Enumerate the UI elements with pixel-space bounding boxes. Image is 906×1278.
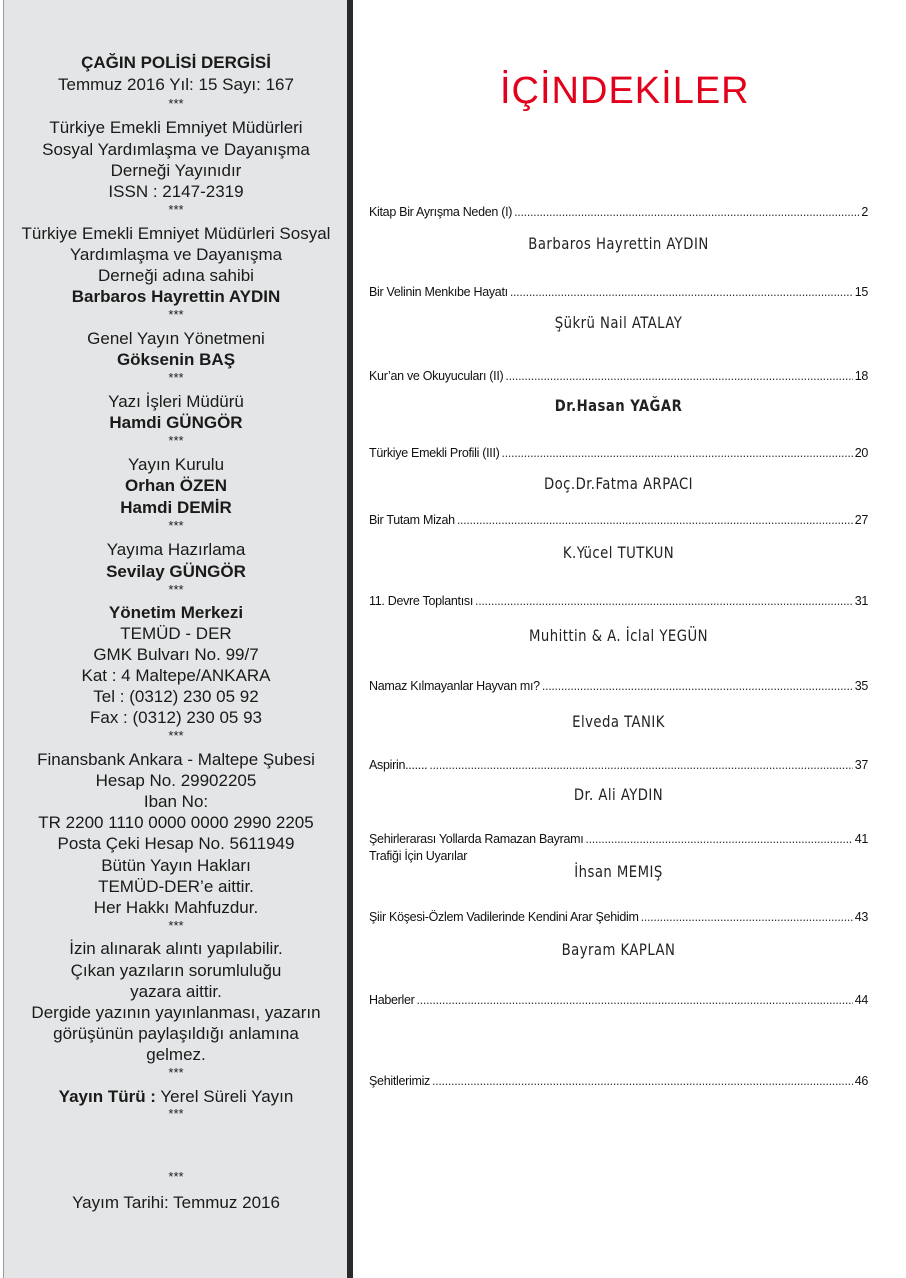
toc-entry-page: 15 (854, 285, 868, 299)
toc-entry-page: 41 (854, 832, 868, 846)
rights-line: Bütün Yayın Hakları (101, 856, 251, 875)
toc-entry-title: Bir Tutam Mizah (369, 513, 455, 527)
board-label: Yayın Kurulu (127, 455, 225, 474)
dot-leader (641, 910, 853, 924)
toc-entry-title: Namaz Kılmayanlar Hayvan mı? (369, 679, 540, 693)
toc-entry[interactable] (369, 830, 868, 846)
publisher-line: Sosyal Yardımlaşma ve Dayanışma (42, 140, 310, 159)
board-member: Orhan ÖZEN (124, 476, 227, 495)
notice-line: İzin alınarak alıntı yapılabilir. (69, 939, 283, 958)
toc-entry-page: 44 (854, 993, 868, 1007)
toc-entry-page: 35 (854, 679, 868, 693)
toc-entry-page: 2 (861, 205, 868, 219)
fax-line: Fax : (0312) 230 05 93 (89, 708, 262, 727)
owner-line: Yardımlaşma ve Dayanışma (69, 245, 283, 264)
separator: *** (168, 1065, 184, 1080)
publication-type-label: Yayın Türü : (58, 1087, 156, 1106)
management-label: Yönetim Merkezi (108, 603, 244, 622)
toc-entry-title: Şiir Köşesi-Özlem Vadilerinde Kendini Arar Şehidim (369, 910, 639, 924)
toc-entry-author: İhsan MEMIŞ (574, 862, 663, 881)
issn-line: ISSN : 2147-2319 (108, 182, 244, 201)
dot-leader (432, 1074, 853, 1088)
dot-leader (429, 758, 852, 772)
toc-title: İÇİNDEKİLER (500, 70, 750, 112)
separator: *** (168, 518, 184, 533)
toc-entry[interactable] (369, 367, 868, 383)
toc-entry-title: 11. Devre Toplantısı (369, 594, 474, 608)
toc-entry-title: Türkiye Emekli Profili (III) (369, 446, 500, 460)
toc-entry-title: Kur’an ve Okuyucuları (II) (369, 369, 504, 383)
rights-line: TEMÜD-DER’e aittir. (98, 877, 254, 896)
address-line: Kat : 4 Maltepe/ANKARA (81, 666, 271, 685)
toc-entry-page: 31 (854, 594, 868, 608)
column-divider (347, 0, 353, 1278)
board-member: Hamdi DEMİR (120, 498, 232, 517)
dot-leader (457, 513, 853, 527)
general-director-label: Genel Yayın Yönetmeni (87, 329, 265, 348)
separator: *** (168, 370, 184, 385)
bank-line: Finansbank Ankara - Maltepe Şubesi (37, 750, 315, 769)
issue-line: Temmuz 2016 Yıl: 15 Sayı: 167 (58, 75, 294, 94)
bank-line: Hesap No. 29902205 (95, 771, 257, 790)
address-line: GMK Bulvarı No. 99/7 (93, 645, 259, 664)
dot-leader (585, 832, 852, 846)
notice-line: Dergide yazının yayınlanması, yazarın (31, 1003, 321, 1022)
preparation-label: Yayıma Hazırlama (106, 540, 246, 559)
toc-entry[interactable] (369, 756, 868, 772)
notice-line: Çıkan yazıların sorumluluğu (70, 961, 282, 980)
owner-line: Derneği adına sahibi (98, 266, 254, 285)
toc-entry-page: 43 (854, 910, 868, 924)
toc-entry-author: Doç.Dr.Fatma ARPACI (543, 474, 694, 493)
general-director-name: Göksenin BAŞ (116, 350, 236, 369)
toc-entry-page: 37 (854, 758, 868, 772)
toc-entry[interactable] (369, 1072, 868, 1088)
separator: *** (168, 96, 184, 111)
toc-entry[interactable] (369, 592, 868, 608)
toc-entry[interactable] (369, 444, 868, 460)
separator: *** (168, 307, 184, 322)
notice-line: gelmez. (146, 1045, 206, 1064)
notice-line: görüşünün paylaşıldığı anlamına (53, 1024, 299, 1043)
toc-entry-author: Bayram KAPLAN (561, 940, 676, 959)
owner-name: Barbaros Hayrettin AYDIN (71, 287, 281, 306)
editor-name: Hamdi GÜNGÖR (109, 413, 243, 432)
separator: *** (168, 582, 184, 597)
phone-line: Tel : (0312) 230 05 92 (93, 687, 259, 706)
editor-label: Yazı İşleri Müdürü (108, 392, 244, 411)
separator: *** (168, 433, 184, 448)
toc-entry-title: Şehitlerimiz (369, 1074, 430, 1088)
preparation-name: Sevilay GÜNGÖR (106, 562, 246, 581)
publisher-line: Derneği Yayınıdır (110, 161, 242, 180)
toc-entry-page: 18 (854, 369, 868, 383)
bank-line: Posta Çeki Hesap No. 5611949 (57, 834, 295, 853)
toc-entry-author: Dr. Ali AYDIN (573, 785, 664, 804)
separator: *** (168, 202, 184, 217)
address-line: TEMÜD - DER (120, 624, 232, 643)
toc-entry-title: Şehirlerarası Yollarda Ramazan Bayramı (369, 832, 584, 846)
masthead-panel (3, 0, 348, 1278)
publication-type (4, 1086, 348, 1107)
dot-leader (417, 993, 853, 1007)
toc-entry-page: 46 (854, 1074, 868, 1088)
toc-entry-page: 27 (854, 513, 868, 527)
dot-leader (505, 369, 852, 383)
toc-entry[interactable] (369, 283, 868, 299)
publication-type-value: Yerel Süreli Yayın (155, 1087, 294, 1106)
separator: *** (168, 918, 184, 933)
toc-entry-author: Barbaros Hayrettin AYDIN (528, 234, 709, 253)
toc-entry-title: Kitap Bir Ayrışma Neden (I) (369, 205, 513, 219)
publisher-line: Türkiye Emekli Emniyet Müdürleri (49, 118, 303, 137)
toc-entry[interactable] (369, 203, 868, 219)
separator: *** (168, 728, 184, 743)
publish-date: Yayım Tarihi: Temmuz 2016 (72, 1193, 280, 1212)
toc-entry-title: Bir Velinin Menkıbe Hayatı (369, 285, 508, 299)
toc-entry-author: Şükrü Nail ATALAY (554, 313, 683, 332)
toc-entry[interactable] (369, 511, 868, 527)
dot-leader (502, 446, 853, 460)
iban-line: TR 2200 1110 0000 0000 2990 2205 (38, 813, 314, 832)
bank-line: Iban No: (143, 792, 209, 811)
dot-leader (514, 205, 859, 219)
toc-entry[interactable] (369, 677, 868, 693)
separator: *** (168, 1169, 184, 1184)
toc-entry-author: K.Yücel TUTKUN (562, 543, 675, 562)
toc-entry[interactable] (369, 991, 868, 1007)
rights-line: Her Hakkı Mahfuzdur. (93, 898, 259, 917)
toc-entry-author: Dr.Hasan YAĞAR (554, 396, 683, 415)
dot-leader (475, 594, 853, 608)
toc-entry-title: Aspirin....... (369, 758, 428, 772)
separator: *** (168, 1106, 184, 1121)
toc-entry-author: Elveda TANIK (572, 712, 665, 731)
toc-entry-page: 20 (854, 446, 868, 460)
owner-line: Türkiye Emekli Emniyet Müdürleri Sosyal (21, 224, 331, 243)
toc-entry-subtitle: Trafiği İçin Uyarılar (369, 849, 468, 863)
magazine-name: ÇAĞIN POLİSİ DERGİSİ (81, 53, 271, 72)
toc-entry-author: Muhittin & A. İclal YEGÜN (529, 626, 708, 645)
notice-line: yazara aittir. (130, 982, 222, 1001)
toc-entry-title: Haberler (369, 993, 415, 1007)
dot-leader (542, 679, 853, 693)
dot-leader (510, 285, 853, 299)
toc-entry[interactable] (369, 908, 868, 924)
